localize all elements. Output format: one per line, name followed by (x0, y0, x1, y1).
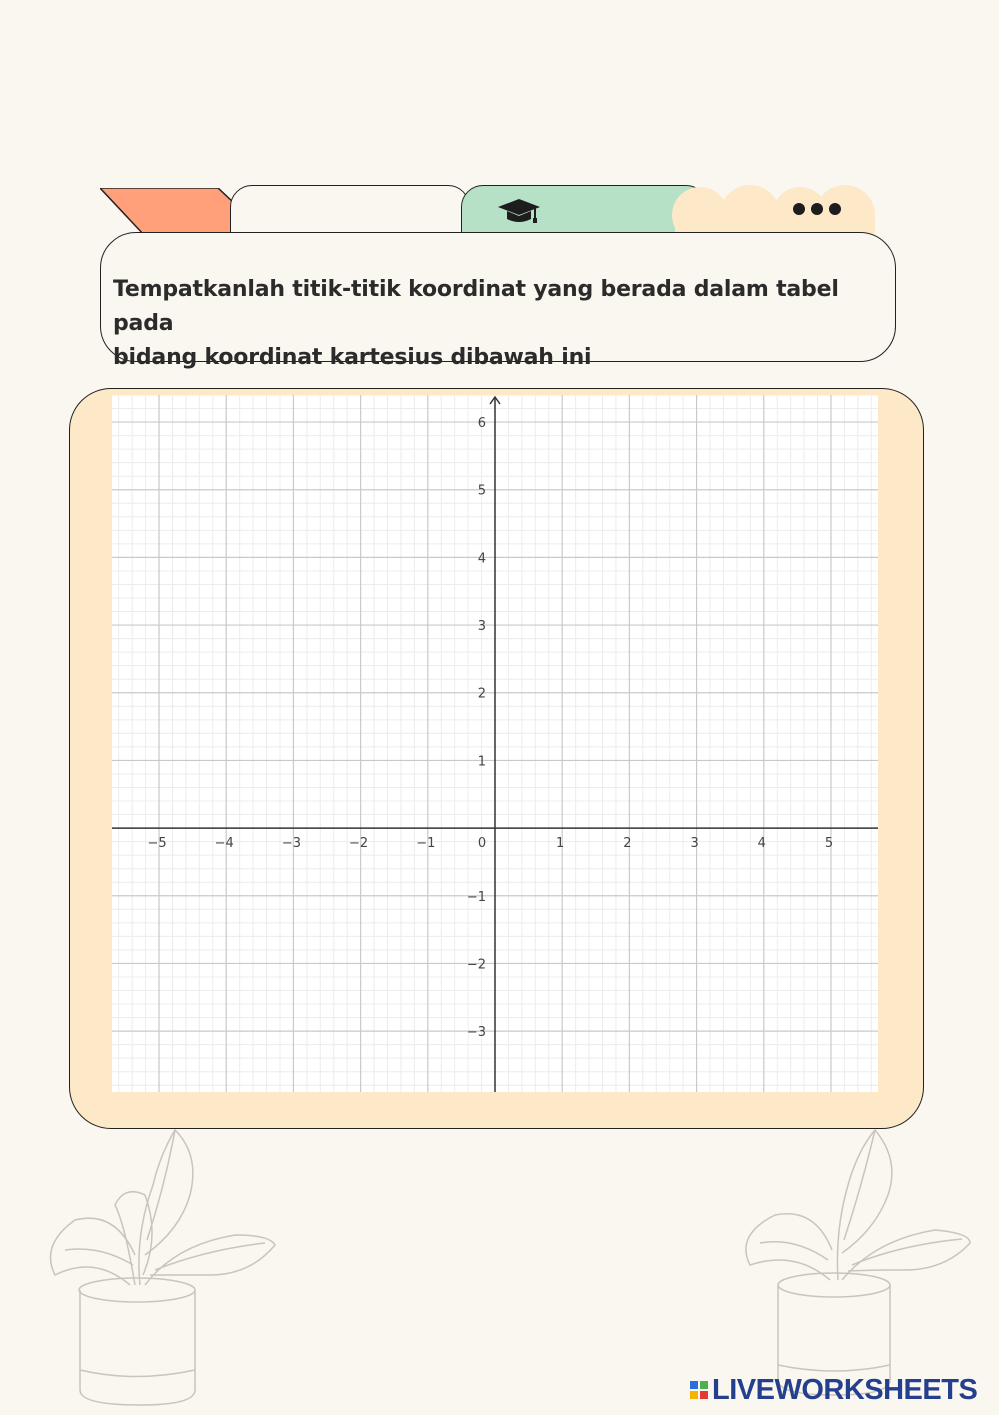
y-tick-label: −2 (466, 957, 486, 973)
x-tick-label: −3 (281, 836, 302, 852)
potted-plant-left-icon (35, 1125, 285, 1415)
cartesian-plane[interactable] (112, 395, 878, 1092)
instruction-text (113, 273, 893, 375)
x-tick-label: −4 (214, 836, 234, 852)
y-tick-label: 6 (477, 416, 486, 432)
x-tick-label: 0 (477, 836, 487, 852)
x-tick-label: −5 (147, 836, 167, 852)
liveworksheets-logo-icon (690, 1381, 708, 1399)
potted-plant-right-icon (730, 1125, 980, 1415)
x-tick-label: −1 (416, 836, 436, 852)
graduation-cap-icon (497, 197, 541, 225)
x-tick-label: 1 (556, 836, 565, 852)
instruction-line-2: bidang koordinat kartesius dibawah ini (113, 345, 592, 370)
y-tick-label: 4 (477, 551, 486, 567)
y-tick-label: 5 (477, 483, 486, 499)
more-dots-icon (793, 203, 841, 215)
orange-folder-tab (100, 188, 240, 236)
x-tick-label: 2 (623, 836, 632, 852)
x-tick-label: 4 (757, 836, 766, 852)
x-tick-label: 3 (690, 836, 699, 852)
y-tick-label: 2 (477, 686, 486, 702)
x-tick-label: 5 (824, 836, 834, 852)
y-tick-label: 1 (477, 754, 486, 770)
y-tick-label: −1 (466, 889, 486, 905)
instruction-line-1: Tempatkanlah titik-titik koordinat yang berada dalam tabel pada (113, 277, 839, 336)
logo-text: LIVEWORKSHEETS (712, 1373, 978, 1406)
y-tick-label: 3 (477, 619, 486, 635)
liveworksheets-logo (690, 1373, 977, 1407)
x-tick-label: −2 (349, 836, 369, 852)
y-tick-label: −3 (466, 1025, 486, 1041)
